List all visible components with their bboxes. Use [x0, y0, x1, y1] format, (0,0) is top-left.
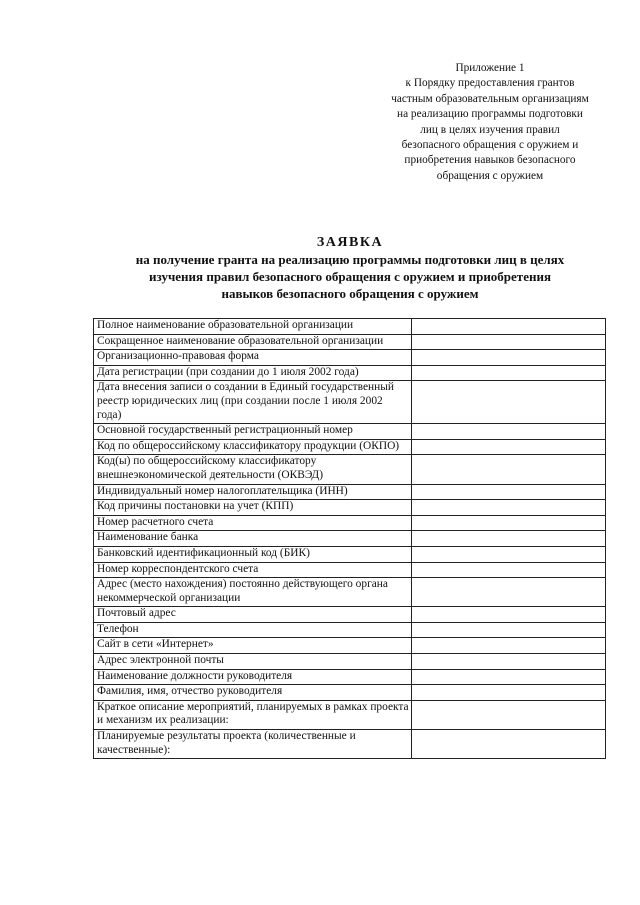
application-form-table: [93, 318, 606, 759]
field-label: Адрес (место нахождения) постоянно действующего органа некоммерческой организации: [94, 578, 412, 607]
table-row: [94, 562, 606, 578]
field-label: Банковский идентификационный код (БИК): [94, 546, 412, 562]
table-row: [94, 700, 606, 729]
field-value[interactable]: [412, 350, 606, 366]
field-value[interactable]: [412, 500, 606, 516]
table-row: [94, 622, 606, 638]
field-value[interactable]: [412, 484, 606, 500]
field-label: Почтовый адрес: [94, 607, 412, 623]
appendix-line: лиц в целях изучения правил: [420, 123, 560, 136]
appendix-line: Приложение 1: [455, 62, 525, 74]
table-row: [94, 654, 606, 670]
field-value[interactable]: [412, 319, 606, 335]
field-value[interactable]: [412, 669, 606, 685]
title-line: изучения правил безопасного обращения с оружием и приобретения: [149, 269, 551, 284]
field-label: Номер расчетного счета: [94, 515, 412, 531]
table-row: [94, 578, 606, 607]
field-label: Сайт в сети «Интернет»: [94, 638, 412, 654]
field-label: Планируемые результаты проекта (количественные и качественные):: [94, 730, 412, 759]
field-label: Код причины постановки на учет (КПП): [94, 500, 412, 516]
field-label: Наименование должности руководителя: [94, 669, 412, 685]
table-row: [94, 638, 606, 654]
table-row: [94, 500, 606, 516]
field-label: Номер корреспондентского счета: [94, 562, 412, 578]
table-row: [94, 484, 606, 500]
table-row: [94, 531, 606, 547]
appendix-line: частным образовательным организациям: [391, 92, 589, 105]
table-row: [94, 365, 606, 381]
field-label: Дата регистрации (при создании до 1 июля 2002 года): [94, 365, 412, 381]
table-row: [94, 424, 606, 440]
field-value[interactable]: [412, 578, 606, 607]
table-row: [94, 455, 606, 484]
table-row: [94, 334, 606, 350]
title-line: на получение гранта на реализацию программы подготовки лиц в целях: [135, 252, 565, 267]
field-label: Краткое описание мероприятий, планируемых в рамках проекта и механизм их реализации:: [94, 700, 412, 729]
table-row: [94, 730, 606, 759]
field-value[interactable]: [412, 424, 606, 440]
field-value[interactable]: [412, 531, 606, 547]
title-line: навыков безопасного обращения с оружием: [221, 286, 479, 301]
field-value[interactable]: [412, 638, 606, 654]
table-row: [94, 669, 606, 685]
field-value[interactable]: [412, 439, 606, 455]
appendix-line: безопасного обращения с оружием и: [401, 139, 579, 152]
title-main: ЗАЯВКА: [316, 235, 384, 250]
appendix-line: к Порядку предоставления грантов: [405, 77, 575, 90]
field-label: Сокращенное наименование образовательной организации: [94, 334, 412, 350]
field-value[interactable]: [412, 562, 606, 578]
field-value[interactable]: [412, 730, 606, 759]
appendix-block: [365, 61, 615, 184]
table-row: [94, 319, 606, 335]
field-value[interactable]: [412, 455, 606, 484]
field-label: Телефон: [94, 622, 412, 638]
table-row: [94, 381, 606, 424]
field-label: Наименование банка: [94, 531, 412, 547]
field-value[interactable]: [412, 381, 606, 424]
appendix-line: приобретения навыков безопасного: [404, 154, 576, 167]
field-value[interactable]: [412, 546, 606, 562]
field-value[interactable]: [412, 700, 606, 729]
field-value[interactable]: [412, 334, 606, 350]
table-row: [94, 685, 606, 701]
field-label: Основной государственный регистрационный номер: [94, 424, 412, 440]
field-label: Полное наименование образовательной организации: [94, 319, 412, 335]
field-label: Адрес электронной почты: [94, 654, 412, 670]
document-title: [60, 234, 640, 302]
field-value[interactable]: [412, 622, 606, 638]
field-label: Фамилия, имя, отчество руководителя: [94, 685, 412, 701]
field-value[interactable]: [412, 654, 606, 670]
field-label: Код(ы) по общероссийскому классификатору внешнеэкономической деятельности (ОКВЭД): [94, 455, 412, 484]
table-row: [94, 439, 606, 455]
appendix-line: на реализацию программы подготовки: [397, 108, 583, 121]
field-label: Дата внесения записи о создании в Единый государственный реестр юридических лиц (при создании после 1 июля 2002 года): [94, 381, 412, 424]
table-row: [94, 515, 606, 531]
field-value[interactable]: [412, 685, 606, 701]
field-label: Организационно-правовая форма: [94, 350, 412, 366]
field-value[interactable]: [412, 515, 606, 531]
field-value[interactable]: [412, 607, 606, 623]
appendix-line: обращения с оружием: [436, 169, 544, 182]
field-label: Код по общероссийскому классификатору продукции (ОКПО): [94, 439, 412, 455]
table-row: [94, 546, 606, 562]
table-row: [94, 607, 606, 623]
field-value[interactable]: [412, 365, 606, 381]
field-label: Индивидуальный номер налогоплательщика (ИНН): [94, 484, 412, 500]
table-row: [94, 350, 606, 366]
